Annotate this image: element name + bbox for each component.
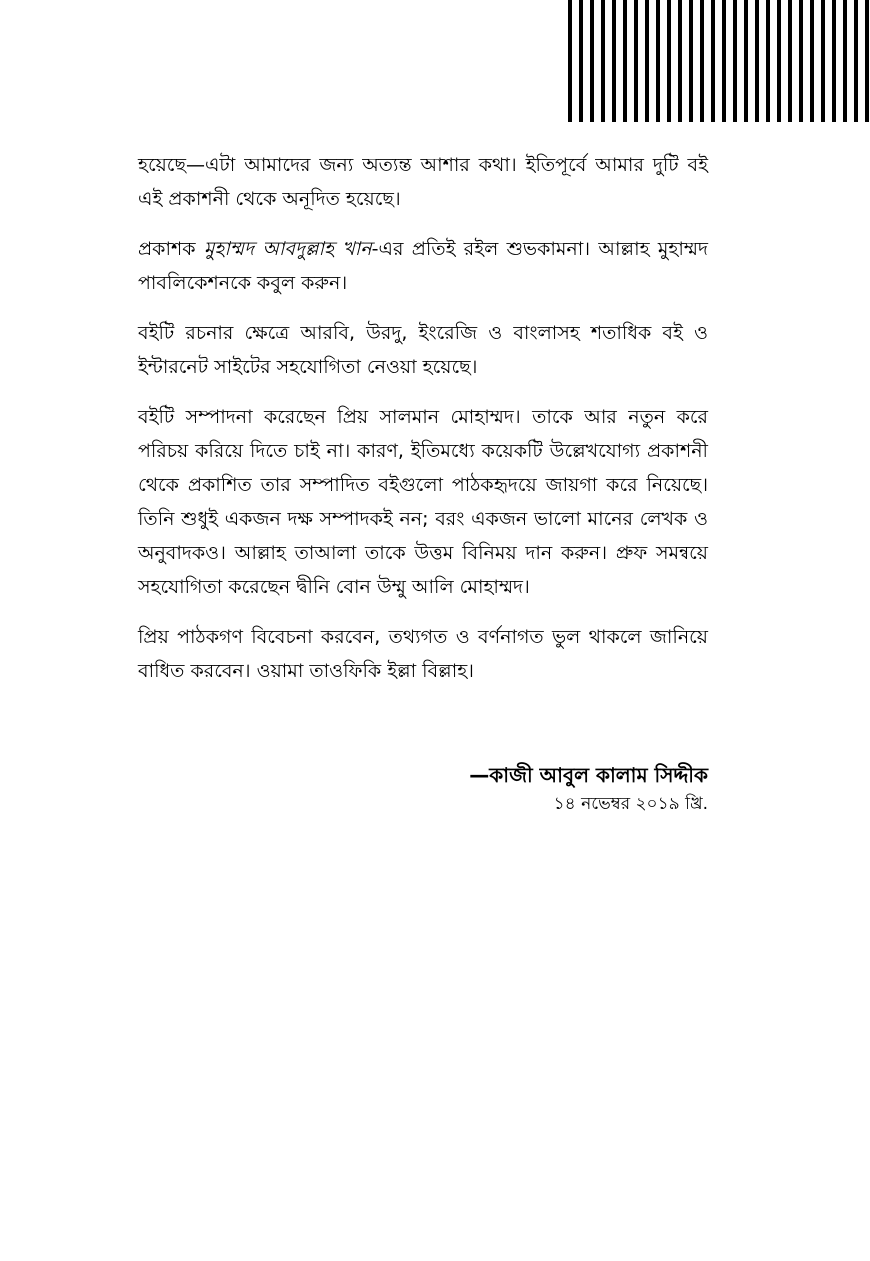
paragraph-3 bbox=[138, 316, 708, 384]
signature-block bbox=[469, 760, 708, 818]
paragraph-1-text: হয়েছে—এটা আমাদের জন্য অত্যন্ত আশার কথা। ইতিপূর্বে আমার দুটি বই এই প্রকাশনী থেকে অনূদিত হয়েছে। bbox=[138, 154, 708, 210]
paragraph-3-text: বইটি রচনার ক্ষেত্রে আরবি, উরদু, ইংরেজি ও বাংলাসহ শতাধিক বই ও ইন্টারনেট সাইটের সহযোগিতা নেওয়া হয়েছে। bbox=[138, 322, 708, 378]
paragraph-4-text: বইটি সম্পাদনা করেছেন প্রিয় সালমান মোহাম্মদ। তাকে আর নতুন করে পরিচয় করিয়ে দিতে চাই না। কারণ, ইতিমধ্যে কয়েকটি উল্লেখযোগ্য প্রকাশনী থেকে প্রকাশিত তার সম্পাদিত বইগুলো পাঠকহৃদয়ে জায়গা করে নিয়েছে। তিনি শুধুই একজন দক্ষ সম্পাদকই নন; বরং একজন ভালো মানের লেখক ও অনুবাদকও। আল্লাহ তাআলা তাকে উত্তম বিনিময় দান করুন। প্রুফ সমন্বয়ে সহযোগিতা করেছেন দ্বীনি বোন উম্মু আলি মোহাম্মদ। bbox=[138, 406, 708, 598]
paragraph-5-text: প্রিয় পাঠকগণ বিবেচনা করবেন, তথ্যগত ও বর্ণনাগত ভুল থাকলে জানিয়ে বাধিত করবেন। ওয়ামা তাওফিকি ইল্লা বিল্লাহ। bbox=[138, 626, 708, 682]
body-text bbox=[138, 148, 708, 704]
publisher-name: মুহাম্মদ আবদুল্লাহ খান bbox=[203, 238, 372, 260]
barcode-stripes-decoration bbox=[568, 0, 870, 122]
paragraph-4 bbox=[138, 400, 708, 604]
signature-date: ১৪ নভেম্বর ২০১৯ খ্রি. bbox=[553, 794, 708, 814]
author-name: —কাজী আবুল কালাম সিদ্দীক bbox=[469, 763, 708, 787]
paragraph-2-text-start: প্রকাশক bbox=[138, 238, 204, 260]
paragraph-1 bbox=[138, 148, 708, 216]
paragraph-2 bbox=[138, 232, 708, 300]
paragraph-2-text-end: -এর প্রতিই রইল শুভকামনা। আল্লাহ মুহাম্মদ পাবলিকেশনকে কবুল করুন। bbox=[138, 238, 708, 294]
paragraph-5 bbox=[138, 620, 708, 688]
